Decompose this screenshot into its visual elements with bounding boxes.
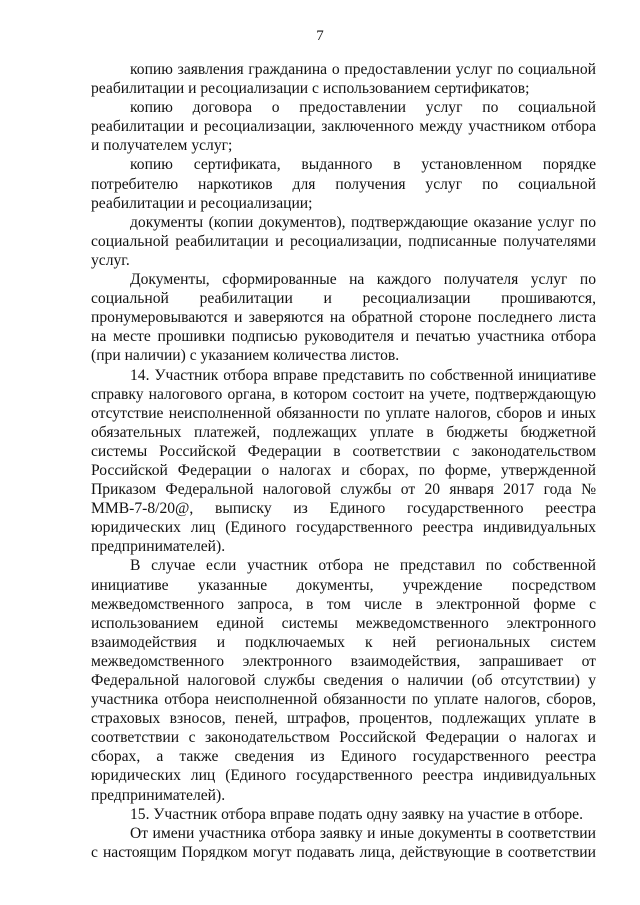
page-number: 7 <box>316 28 324 44</box>
paragraph-section-14: 14. Участник отбора вправе представить по собственной инициативе справку налогового органа, в котором состоит на учете, подтверждающую отсутствие неисполненной обязанности по уплате налогов, сборов и иных обязательных платежей, подлежащих уплате в бюджеты бюджетной системы Российской Федерации в соответствии с законодательством Российской Федерации о налогах и сборах, по форме, утвержденной Приказом Федеральной налоговой службы от 20 января 2017 года № ММВ-7-8/20@, выписку из Единого государственного реестра юридических лиц (Единого государственного реестра индивидуальных предпринимателей). <box>91 366 596 556</box>
paragraph-service-documents: документы (копии документов), подтверждающие оказание услуг по социальной реабилитации и ресоциализации, подписанные получателями услуг. <box>91 213 596 269</box>
paragraph-application-copy: копию заявления гражданина о предоставлении услуг по социальной реабилитации и ресоциализации с использованием сертификатов; <box>91 61 596 98</box>
paragraph-authorized-persons: От имени участника отбора заявку и иные документы в соответствии с настоящим Порядком могут подавать лица, действующие в соответствии <box>91 824 596 861</box>
paragraph-section-15: 15. Участник отбора вправе подать одну заявку на участие в отборе. <box>130 805 583 823</box>
document-body <box>91 60 596 862</box>
paragraph-certificate-copy: копию сертификата, выданного в установленном порядке потребителю наркотиков для получения услуг по социальной реабилитации и ресоциализации; <box>91 156 596 212</box>
paragraph-interagency-request: В случае если участник отбора не представил по собственной инициативе указанные документы, учреждение посредством межведомственного запроса, в том числе в электронной форме с использованием единой системы межведомственного электронного взаимодействия и подключаемых к ней региональных систем межведомственного электронного взаимодействия, запрашивает от Федеральной налоговой службы сведения о наличии (об отсутствии) у участника отбора неисполненной обязанности по уплате налогов, сборов, страховых взносов, пеней, штрафов, процентов, подлежащих уплате в соответствии с законодательством Российской Федерации о налогах и сборах, а также сведения из Единого государственного реестра юридических лиц (Единого государственного реестра индивидуальных предпринимателей). <box>91 557 596 804</box>
paragraph-contract-copy: копию договора о предоставлении услуг по социальной реабилитации и ресоциализации, заключенного между участником отбора и получателем услуг; <box>91 99 596 155</box>
paragraph-binding-requirements: Документы, сформированные на каждого получателя услуг по социальной реабилитации и ресоциализации прошиваются, пронумеровываются и заверяются на обратной стороне последнего листа на месте прошивки подписью руководителя и печатью участника отбора (при наличии) с указанием количества листов. <box>91 271 596 365</box>
